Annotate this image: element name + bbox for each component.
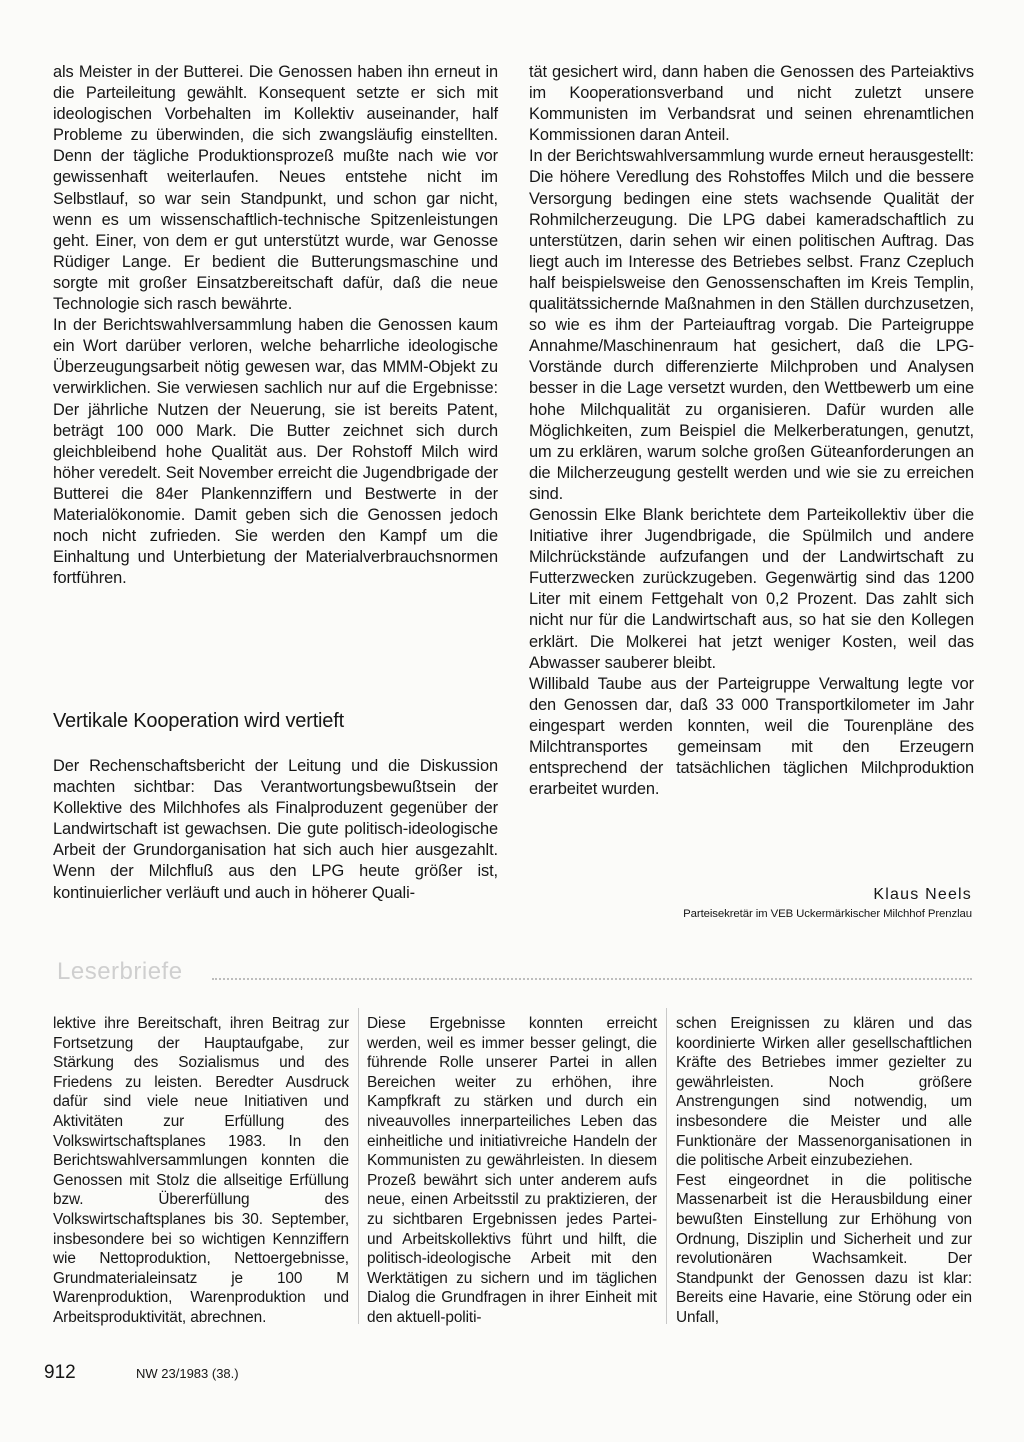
letters-paragraph: lektive ihre Bereitschaft, ihren Beitrag zur Fortsetzung der Hauptaufgabe, zur Stärkung des Sozialismus und des Friedens zu leisten. Beredter Ausdruck dafür sind viele neue Initiativen und Aktivitäten zur Erfüllung des Volkswirtschaftsplanes 1983. In den Berichtswahlversammlungen konnten die Genossen mit Stolz die allseitige Erfüllung bzw. Übererfüllung des Volkswirtschaftsplanes bis 30. September, insbesondere bei so wichtigen Kennziffern wie Nettoproduktion, Nettoergebnisse, Grundmaterialeinsatz je 100 M Warenproduktion, Warenproduktion und Arbeitsproduktivität, abrechnen.	[53, 1015, 349, 1326]
article-paragraph: tät gesichert wird, dann haben die Genossen des Parteiaktivs im Kooperationsverband und nicht zuletzt unsere Kommunisten im Verbandsrat und seinen ehrenamtlichen Kommissionen daran Anteil.	[529, 63, 974, 145]
article-left-column-continued	[53, 756, 498, 904]
article-paragraph: als Meister in der Butterei. Die Genossen haben ihn erneut in die Parteileitung gewählt. Konsequent setzte er sich mit ideologischen Vorbehalten im Kollektiv auseinander, half Probleme zu überwinden, die sich zwangsläufig einstellten. Denn der tägliche Produktionsprozeß mußte nach wie vor gewissenhaft weiterlaufen. Neues entstehe nicht im Selbstlauf, so war sein Standpunkt, und schon gar nicht, wenn es um wissenschaftlich-technische Spitzenleistungen geht. Einer, von dem er gut unterstützt wurde, war Genosse Rüdiger Lange. Er bedient die Butterungsmaschine und sorgte mit großer Einsatzbereitschaft dafür, daß die neue Technologie sich rasch bewährte.	[53, 63, 498, 314]
article-right-column	[529, 62, 974, 800]
article-left-column	[53, 62, 498, 589]
section-heading: Vertikale Kooperation wird vertieft	[53, 710, 344, 732]
author-role: Parteisekretär im VEB Uckermärkischer Milchhof Prenzlau	[683, 908, 972, 920]
page-number: 912	[44, 1362, 76, 1383]
column-divider	[358, 1008, 359, 1324]
letters-column-2	[367, 1014, 657, 1328]
article-paragraph: In der Berichtswahlversammlung wurde erneut herausgestellt: Die höhere Veredlung des Rohstoffes Milch und die bessere Versorgung bedingen eine stets wachsende Qualität der Rohmilcherzeugung. Die LPG dabei kameradschaftlich zu unterstützen, darin sehen wir einen politischen Auftrag. Das liegt auch im Interesse des Betriebes selbst. Franz Czepluch half beispielsweise den Genossenschaften im Kreis Templin, qualitätssichernde Maßnahmen in den Ställen durchzusetzen, so wie es ihm der Parteiauftrag vorgab. Die Parteigruppe Annahme/Maschinenraum hat gesichert, daß die LPG-Vorstände durch differenzierte Milchproben und Analysen besser in die Lage versetzt wurden, den Wettbewerb um eine hohe Milchqualität zu organisieren. Dafür wurden alle Möglichkeiten, zum Beispiel die Melkerberatungen, genutzt, um zu erklären, warum solche großen Güteanforderungen an die Milcherzeugung gestellt werden und wie sie zu erreichen sind.	[529, 147, 974, 503]
section-rule	[212, 978, 972, 980]
column-divider	[666, 1008, 667, 1324]
article-paragraph: In der Berichtswahlversammlung haben die Genossen kaum ein Wort darüber verloren, welche beharrliche ideologische Überzeugungsarbeit nötig gewesen war, das MMM-Objekt zu verwirklichen. Sie verwiesen sachlich nur auf die Ergebnisse: Der jährliche Nutzen der Neuerung, sie ist bereits Patent, beträgt 100 000 Mark. Die Butter zeichnet sich durch gleichbleibend hohe Qualität aus. Der Rohstoff Milch wird höher veredelt. Seit November erreicht die Jugendbrigade der Butterei die 84er Plankennziffern und Bestwerte in der Materialökonomie. Damit geben sich die Genossen jedoch noch nicht zufrieden. Sie werden den Kampf um die Einhaltung und Unterbietung der Materialverbrauchsnormen fortführen.	[53, 316, 498, 588]
issue-label: NW 23/1983 (38.)	[136, 1366, 239, 1381]
article-paragraph: Willibald Taube aus der Parteigruppe Verwaltung legte vor den Genossen dar, daß 33 000 Transportkilometer im Jahr eingespart werden konnten, weil die Tourenpläne des Milchtransportes gemeinsam mit den Erzeugern entsprechend der tatsächlichen täglichen Milchproduktion erarbeitet wurden.	[529, 674, 974, 799]
letters-column-1	[53, 1014, 349, 1328]
letters-column-3	[676, 1014, 972, 1328]
letters-paragraph: Fest eingeordnet in die politische Massenarbeit ist die Herausbildung einer bewußten Einstellung zur Erhöhung von Ordnung, Disziplin und Sicherheit und zur revolutionären Wachsamkeit. Der Standpunkt der Genossen dazu ist klar: Bereits eine Havarie, eine Störung oder ein Unfall,	[676, 1171, 972, 1326]
author-name: Klaus Neels	[873, 886, 972, 903]
section-label: Leserbriefe	[57, 958, 183, 985]
article-paragraph: Genossin Elke Blank berichtete dem Parteikollektiv über die Initiative ihrer Jugendbrigade, die Spülmilch und andere Milchrückstände aufzufangen und der Landwirtschaft zu Futterzwecken zurückzugeben. Gegenwärtig sind das 1200 Liter mit einem Fettgehalt von 0,2 Prozent. Das zahlt sich nicht nur für die Landwirtschaft aus, so hat sie den Kollegen erklärt. Die Molkerei hat jetzt weniger Kosten, weil das Abwasser sauberer bleibt.	[529, 505, 974, 672]
letters-paragraph: Diese Ergebnisse konnten erreicht werden, weil es immer besser gelingt, die führende Rolle unserer Partei in allen Bereichen weiter zu erhöhen, ihre Kampfkraft zu stärken und durch ein niveauvolles innerparteiliches Leben das einheitliche und initiativreiche Handeln der Kommunisten zu gewährleisten. In diesem Prozeß bewährt sich unter anderem aufs neue, einen Arbeitsstil zu praktizieren, der zu sichtbaren Ergebnissen jedes Partei- und Arbeitskollektivs führt und hilft, die politisch-ideologische Arbeit mit den Werktätigen zu sichern und im täglichen Dialog die Grundfragen in ihrer Einheit mit den aktuell-politi-	[367, 1015, 657, 1326]
article-paragraph: Der Rechenschaftsbericht der Leitung und die Diskussion machten sichtbar: Das Verantwortungsbewußtsein der Kollektive des Milchhofes als Finalproduzent gegenüber der Landwirtschaft ist gewachsen. Die gute politisch-ideologische Arbeit der Grundorganisation hat sich auch hier ausgezahlt. Wenn der Milchfluß aus den LPG heute größer ist, kontinuierlicher verläuft und auch in höherer Quali-	[53, 757, 498, 902]
letters-paragraph: schen Ereignissen zu klären und das koordinierte Wirken aller gesellschaftlichen Kräfte des Betriebes immer gezielter zu gewährleisten. Noch größere Anstrengungen sind notwendig, um insbesondere die Meister und alle Funktionäre der Massenorganisationen in die politische Arbeit einzubeziehen.	[676, 1015, 972, 1170]
